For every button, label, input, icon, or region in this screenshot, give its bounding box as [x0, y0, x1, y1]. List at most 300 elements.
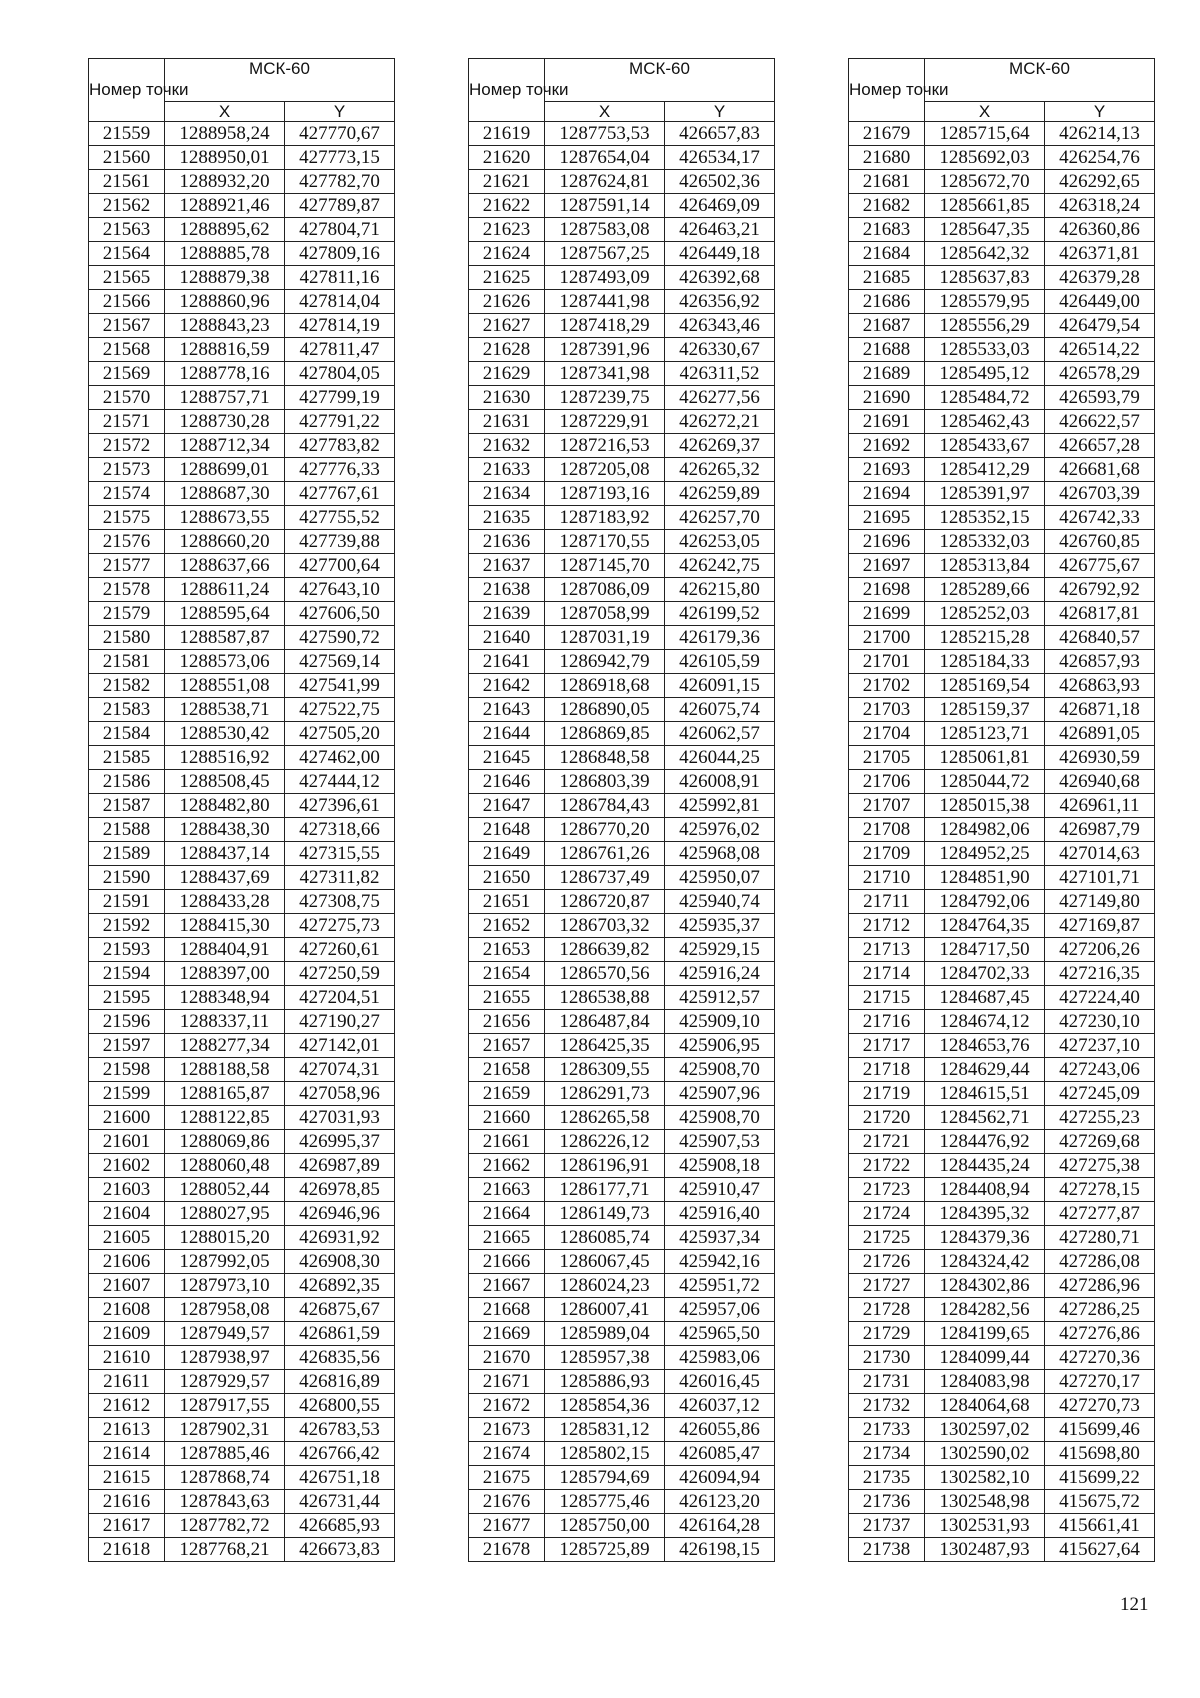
- point-number-cell: 21581: [89, 650, 165, 674]
- x-coordinate-cell: 1284476,92: [925, 1130, 1045, 1154]
- point-number-cell: 21615: [89, 1466, 165, 1490]
- x-coordinate-cell: 1286226,12: [545, 1130, 665, 1154]
- point-number-cell: 21561: [89, 170, 165, 194]
- x-coordinate-cell: 1288699,01: [165, 458, 285, 482]
- y-coordinate-cell: 427755,52: [285, 506, 395, 530]
- table-row: [469, 1442, 775, 1466]
- table-row: [469, 578, 775, 602]
- table-row: [849, 458, 1155, 482]
- x-coordinate-cell: 1286425,35: [545, 1034, 665, 1058]
- y-coordinate-cell: 427255,23: [1045, 1106, 1155, 1130]
- point-number-cell: 21604: [89, 1202, 165, 1226]
- point-number-cell: 21592: [89, 914, 165, 938]
- point-number-cell: 21694: [849, 482, 925, 506]
- x-coordinate-cell: 1302597,02: [925, 1418, 1045, 1442]
- point-number-cell: 21618: [89, 1538, 165, 1562]
- x-coordinate-cell: 1288778,16: [165, 362, 285, 386]
- y-coordinate-cell: 427245,09: [1045, 1082, 1155, 1106]
- table-row: [469, 938, 775, 962]
- point-number-header: Номер точки: [849, 59, 925, 122]
- x-coordinate-cell: 1288027,95: [165, 1202, 285, 1226]
- y-coordinate-cell: 427783,82: [285, 434, 395, 458]
- x-coordinate-cell: 1285854,36: [545, 1394, 665, 1418]
- table-row: [469, 458, 775, 482]
- y-coordinate-cell: 426593,79: [1045, 386, 1155, 410]
- point-number-cell: 21724: [849, 1202, 925, 1226]
- table-row: [849, 1250, 1155, 1274]
- point-number-cell: 21572: [89, 434, 165, 458]
- point-number-cell: 21700: [849, 626, 925, 650]
- point-number-cell: 21717: [849, 1034, 925, 1058]
- table-row: [469, 1370, 775, 1394]
- y-coordinate-cell: 426817,81: [1045, 602, 1155, 626]
- y-coordinate-cell: 427462,00: [285, 746, 395, 770]
- point-number-cell: 21589: [89, 842, 165, 866]
- table-row: [469, 842, 775, 866]
- table-row: [89, 1466, 395, 1490]
- table-row: [469, 1154, 775, 1178]
- x-coordinate-cell: 1287058,99: [545, 602, 665, 626]
- y-coordinate-cell: 415661,41: [1045, 1514, 1155, 1538]
- table-row: [89, 1346, 395, 1370]
- x-coordinate-cell: 1288730,28: [165, 410, 285, 434]
- point-number-cell: 21632: [469, 434, 545, 458]
- y-coordinate-cell: 415698,80: [1045, 1442, 1155, 1466]
- point-number-cell: 21623: [469, 218, 545, 242]
- table-row: [849, 962, 1155, 986]
- coordinates-table: [468, 58, 775, 1562]
- x-coordinate-cell: 1286737,49: [545, 866, 665, 890]
- point-number-cell: 21696: [849, 530, 925, 554]
- table-row: [89, 218, 395, 242]
- x-coordinate-cell: 1287170,55: [545, 530, 665, 554]
- x-coordinate-cell: 1288587,87: [165, 626, 285, 650]
- x-coordinate-cell: 1288895,62: [165, 218, 285, 242]
- table-row: [89, 458, 395, 482]
- x-coordinate-cell: 1286487,84: [545, 1010, 665, 1034]
- table-row: [849, 722, 1155, 746]
- x-coordinate-cell: 1284629,44: [925, 1058, 1045, 1082]
- y-coordinate-cell: 425950,07: [665, 866, 775, 890]
- y-coordinate-cell: 426379,28: [1045, 266, 1155, 290]
- table-row: [469, 626, 775, 650]
- y-coordinate-cell: 425983,06: [665, 1346, 775, 1370]
- table-row: [849, 1442, 1155, 1466]
- y-coordinate-cell: 426449,18: [665, 242, 775, 266]
- y-coordinate-cell: 427269,68: [1045, 1130, 1155, 1154]
- table-row: [89, 626, 395, 650]
- table-row: [849, 1514, 1155, 1538]
- y-coordinate-cell: 426835,56: [285, 1346, 395, 1370]
- y-coordinate-cell: 427814,04: [285, 290, 395, 314]
- point-number-cell: 21702: [849, 674, 925, 698]
- point-number-cell: 21566: [89, 290, 165, 314]
- table-row: [89, 770, 395, 794]
- x-coordinate-cell: 1284435,24: [925, 1154, 1045, 1178]
- point-number-cell: 21634: [469, 482, 545, 506]
- x-coordinate-cell: 1286869,85: [545, 722, 665, 746]
- y-coordinate-cell: 426891,05: [1045, 722, 1155, 746]
- y-coordinate-cell: 427031,93: [285, 1106, 395, 1130]
- point-number-cell: 21685: [849, 266, 925, 290]
- point-number-cell: 21644: [469, 722, 545, 746]
- table-row: [89, 410, 395, 434]
- table-row: [469, 1034, 775, 1058]
- x-coordinate-cell: 1288437,14: [165, 842, 285, 866]
- point-number-cell: 21577: [89, 554, 165, 578]
- y-coordinate-cell: 426371,81: [1045, 242, 1155, 266]
- y-coordinate-cell: 426987,89: [285, 1154, 395, 1178]
- point-number-cell: 21573: [89, 458, 165, 482]
- table-row: [849, 794, 1155, 818]
- point-number-cell: 21563: [89, 218, 165, 242]
- point-number-cell: 21736: [849, 1490, 925, 1514]
- table-row: [89, 674, 395, 698]
- table-row: [849, 1010, 1155, 1034]
- y-coordinate-cell: 426318,24: [1045, 194, 1155, 218]
- y-coordinate-cell: 427276,86: [1045, 1322, 1155, 1346]
- point-number-cell: 21640: [469, 626, 545, 650]
- table-row: [469, 698, 775, 722]
- point-number-cell: 21596: [89, 1010, 165, 1034]
- x-coordinate-cell: 1302548,98: [925, 1490, 1045, 1514]
- x-coordinate-cell: 1288660,20: [165, 530, 285, 554]
- y-coordinate-cell: 426703,39: [1045, 482, 1155, 506]
- x-coordinate-cell: 1288404,91: [165, 938, 285, 962]
- table-row: [849, 1034, 1155, 1058]
- y-coordinate-cell: 426673,83: [285, 1538, 395, 1562]
- point-number-cell: 21610: [89, 1346, 165, 1370]
- x-coordinate-cell: 1285433,67: [925, 434, 1045, 458]
- table-row: [89, 1538, 395, 1562]
- x-coordinate-cell: 1287193,16: [545, 482, 665, 506]
- y-coordinate-cell: 415699,22: [1045, 1466, 1155, 1490]
- x-coordinate-cell: 1288958,24: [165, 122, 285, 146]
- point-number-cell: 21643: [469, 698, 545, 722]
- table-row: [89, 962, 395, 986]
- y-coordinate-cell: 427444,12: [285, 770, 395, 794]
- table-row: [89, 914, 395, 938]
- x-coordinate-cell: 1285289,66: [925, 578, 1045, 602]
- point-number-cell: 21647: [469, 794, 545, 818]
- y-coordinate-cell: 425907,53: [665, 1130, 775, 1154]
- y-coordinate-cell: 426685,93: [285, 1514, 395, 1538]
- y-coordinate-cell: 426311,52: [665, 362, 775, 386]
- y-coordinate-cell: 426091,15: [665, 674, 775, 698]
- table-row: [89, 482, 395, 506]
- y-coordinate-cell: 427286,25: [1045, 1298, 1155, 1322]
- table-row: [849, 602, 1155, 626]
- point-number-cell: 21707: [849, 794, 925, 818]
- y-coordinate-cell: 427590,72: [285, 626, 395, 650]
- x-coordinate-cell: 1288687,30: [165, 482, 285, 506]
- y-coordinate-cell: 425929,15: [665, 938, 775, 962]
- y-coordinate-cell: 427809,16: [285, 242, 395, 266]
- table-row: [469, 1418, 775, 1442]
- table-row: [849, 1154, 1155, 1178]
- point-number-cell: 21597: [89, 1034, 165, 1058]
- point-number-cell: 21560: [89, 146, 165, 170]
- point-number-cell: 21683: [849, 218, 925, 242]
- x-coordinate-cell: 1287567,25: [545, 242, 665, 266]
- y-coordinate-cell: 427224,40: [1045, 986, 1155, 1010]
- y-coordinate-cell: 427204,51: [285, 986, 395, 1010]
- table-row: [849, 1418, 1155, 1442]
- x-coordinate-cell: 1284702,33: [925, 962, 1045, 986]
- y-coordinate-cell: 427773,15: [285, 146, 395, 170]
- y-coordinate-cell: 427767,61: [285, 482, 395, 506]
- table-row: [849, 1226, 1155, 1250]
- point-number-cell: 21670: [469, 1346, 545, 1370]
- x-coordinate-cell: 1288879,38: [165, 266, 285, 290]
- x-coordinate-cell: 1285462,43: [925, 410, 1045, 434]
- x-coordinate-cell: 1286196,91: [545, 1154, 665, 1178]
- table-row: [89, 338, 395, 362]
- y-coordinate-cell: 426356,92: [665, 290, 775, 314]
- point-number-cell: 21583: [89, 698, 165, 722]
- y-coordinate-cell: 426254,76: [1045, 146, 1155, 170]
- point-number-cell: 21650: [469, 866, 545, 890]
- point-number-cell: 21622: [469, 194, 545, 218]
- y-coordinate-cell: 426164,28: [665, 1514, 775, 1538]
- point-number-cell: 21591: [89, 890, 165, 914]
- point-number-cell: 21587: [89, 794, 165, 818]
- y-coordinate-cell: 426257,70: [665, 506, 775, 530]
- point-number-cell: 21662: [469, 1154, 545, 1178]
- x-coordinate-cell: 1288843,23: [165, 314, 285, 338]
- x-coordinate-cell: 1285123,71: [925, 722, 1045, 746]
- x-header: X: [165, 102, 285, 122]
- table-row: [469, 386, 775, 410]
- x-coordinate-cell: 1302487,93: [925, 1538, 1045, 1562]
- x-coordinate-cell: 1288508,45: [165, 770, 285, 794]
- table-row: [469, 194, 775, 218]
- table-row: [469, 218, 775, 242]
- x-coordinate-cell: 1288573,06: [165, 650, 285, 674]
- y-coordinate-cell: 426863,93: [1045, 674, 1155, 698]
- y-coordinate-cell: 427101,71: [1045, 866, 1155, 890]
- point-number-cell: 21728: [849, 1298, 925, 1322]
- x-coordinate-cell: 1288516,92: [165, 746, 285, 770]
- table-row: [89, 1250, 395, 1274]
- y-coordinate-cell: 427275,38: [1045, 1154, 1155, 1178]
- y-coordinate-cell: 425935,37: [665, 914, 775, 938]
- point-number-cell: 21636: [469, 530, 545, 554]
- point-number-cell: 21732: [849, 1394, 925, 1418]
- x-coordinate-cell: 1284687,45: [925, 986, 1045, 1010]
- point-number-cell: 21698: [849, 578, 925, 602]
- table-row: [89, 362, 395, 386]
- table-row: [849, 410, 1155, 434]
- table-row: [89, 1058, 395, 1082]
- table-row: [89, 1442, 395, 1466]
- table-row: [89, 554, 395, 578]
- x-coordinate-cell: 1287624,81: [545, 170, 665, 194]
- x-coordinate-cell: 1287441,98: [545, 290, 665, 314]
- x-coordinate-cell: 1288122,85: [165, 1106, 285, 1130]
- point-number-cell: 21714: [849, 962, 925, 986]
- table-row: [89, 170, 395, 194]
- table-row: [849, 938, 1155, 962]
- point-number-cell: 21701: [849, 650, 925, 674]
- x-coordinate-cell: 1287145,70: [545, 554, 665, 578]
- table-row: [89, 266, 395, 290]
- table-row: [469, 1010, 775, 1034]
- table-row: [89, 938, 395, 962]
- point-number-cell: 21626: [469, 290, 545, 314]
- table-row: [469, 866, 775, 890]
- point-number-header: Номер точки: [89, 59, 165, 122]
- point-number-cell: 21590: [89, 866, 165, 890]
- y-coordinate-cell: 427569,14: [285, 650, 395, 674]
- point-number-cell: 21614: [89, 1442, 165, 1466]
- y-coordinate-cell: 426259,89: [665, 482, 775, 506]
- table-row: [849, 866, 1155, 890]
- y-coordinate-cell: 425908,70: [665, 1058, 775, 1082]
- table-row: [849, 1298, 1155, 1322]
- point-number-cell: 21721: [849, 1130, 925, 1154]
- point-number-cell: 21584: [89, 722, 165, 746]
- table-row: [469, 746, 775, 770]
- point-number-cell: 21603: [89, 1178, 165, 1202]
- table-row: [89, 794, 395, 818]
- table-row: [849, 362, 1155, 386]
- point-number-cell: 21719: [849, 1082, 925, 1106]
- x-coordinate-cell: 1285044,72: [925, 770, 1045, 794]
- y-coordinate-cell: 426792,92: [1045, 578, 1155, 602]
- y-coordinate-cell: 425916,24: [665, 962, 775, 986]
- table-row: [89, 722, 395, 746]
- table-row: [469, 1130, 775, 1154]
- table-row: [849, 338, 1155, 362]
- y-coordinate-cell: 426766,42: [285, 1442, 395, 1466]
- table-row: [89, 1130, 395, 1154]
- x-coordinate-cell: 1285794,69: [545, 1466, 665, 1490]
- point-number-cell: 21653: [469, 938, 545, 962]
- y-coordinate-cell: 426044,25: [665, 746, 775, 770]
- y-coordinate-cell: 426094,94: [665, 1466, 775, 1490]
- y-header: Y: [665, 102, 775, 122]
- y-coordinate-cell: 426037,12: [665, 1394, 775, 1418]
- table-row: [469, 818, 775, 842]
- x-coordinate-cell: 1284764,35: [925, 914, 1045, 938]
- table-row: [849, 1178, 1155, 1202]
- y-coordinate-cell: 425907,96: [665, 1082, 775, 1106]
- table-row: [849, 146, 1155, 170]
- table-row: [469, 290, 775, 314]
- coordinate-system-header: МСК-60: [165, 59, 395, 102]
- table-row: [89, 746, 395, 770]
- point-number-cell: 21658: [469, 1058, 545, 1082]
- point-number-cell: 21616: [89, 1490, 165, 1514]
- table-row: [849, 842, 1155, 866]
- y-coordinate-cell: 426272,21: [665, 410, 775, 434]
- table-row: [89, 434, 395, 458]
- x-coordinate-cell: 1286570,56: [545, 962, 665, 986]
- y-coordinate-cell: 426214,13: [1045, 122, 1155, 146]
- y-coordinate-cell: 427216,35: [1045, 962, 1155, 986]
- point-number-cell: 21710: [849, 866, 925, 890]
- point-number-cell: 21686: [849, 290, 925, 314]
- table-row: [469, 554, 775, 578]
- point-number-cell: 21588: [89, 818, 165, 842]
- point-number-cell: 21681: [849, 170, 925, 194]
- point-number-cell: 21642: [469, 674, 545, 698]
- x-coordinate-cell: 1286024,23: [545, 1274, 665, 1298]
- point-number-cell: 21692: [849, 434, 925, 458]
- x-coordinate-cell: 1288482,80: [165, 794, 285, 818]
- y-coordinate-cell: 415675,72: [1045, 1490, 1155, 1514]
- y-coordinate-cell: 427014,63: [1045, 842, 1155, 866]
- x-coordinate-cell: 1286890,05: [545, 698, 665, 722]
- x-coordinate-cell: 1287958,08: [165, 1298, 285, 1322]
- point-number-cell: 21638: [469, 578, 545, 602]
- point-number-cell: 21690: [849, 386, 925, 410]
- table-row: [849, 122, 1155, 146]
- point-number-cell: 21672: [469, 1394, 545, 1418]
- y-coordinate-cell: 426816,89: [285, 1370, 395, 1394]
- y-coordinate-cell: 425937,34: [665, 1226, 775, 1250]
- coordinates-table: [88, 58, 395, 1562]
- point-number-cell: 21620: [469, 146, 545, 170]
- point-number-cell: 21669: [469, 1322, 545, 1346]
- y-coordinate-cell: 426534,17: [665, 146, 775, 170]
- table-row: [849, 674, 1155, 698]
- y-coordinate-cell: 427286,96: [1045, 1274, 1155, 1298]
- y-coordinate-cell: 426055,86: [665, 1418, 775, 1442]
- point-number-cell: 21601: [89, 1130, 165, 1154]
- x-coordinate-cell: 1288950,01: [165, 146, 285, 170]
- point-number-cell: 21673: [469, 1418, 545, 1442]
- point-number-cell: 21715: [849, 986, 925, 1010]
- point-number-cell: 21605: [89, 1226, 165, 1250]
- x-coordinate-cell: 1284562,71: [925, 1106, 1045, 1130]
- point-number-cell: 21722: [849, 1154, 925, 1178]
- x-coordinate-cell: 1288415,30: [165, 914, 285, 938]
- y-coordinate-cell: 427315,55: [285, 842, 395, 866]
- table-row: [849, 290, 1155, 314]
- y-coordinate-cell: 415699,46: [1045, 1418, 1155, 1442]
- table-row: [469, 1466, 775, 1490]
- x-coordinate-cell: 1288277,34: [165, 1034, 285, 1058]
- y-coordinate-cell: 426861,59: [285, 1322, 395, 1346]
- x-coordinate-cell: 1286942,79: [545, 650, 665, 674]
- point-number-cell: 21718: [849, 1058, 925, 1082]
- point-number-cell: 21629: [469, 362, 545, 386]
- table-row: [849, 506, 1155, 530]
- y-coordinate-cell: 426265,32: [665, 458, 775, 482]
- x-coordinate-cell: 1288069,86: [165, 1130, 285, 1154]
- y-coordinate-cell: 426269,37: [665, 434, 775, 458]
- table-row: [469, 1298, 775, 1322]
- table-row: [469, 1490, 775, 1514]
- x-coordinate-cell: 1302590,02: [925, 1442, 1045, 1466]
- x-coordinate-cell: 1288551,08: [165, 674, 285, 698]
- x-coordinate-cell: 1288757,71: [165, 386, 285, 410]
- point-number-cell: 21678: [469, 1538, 545, 1562]
- y-coordinate-cell: 427270,17: [1045, 1370, 1155, 1394]
- x-coordinate-cell: 1285692,03: [925, 146, 1045, 170]
- y-coordinate-cell: 427280,71: [1045, 1226, 1155, 1250]
- y-coordinate-cell: 426215,80: [665, 578, 775, 602]
- x-coordinate-cell: 1287583,08: [545, 218, 665, 242]
- point-number-cell: 21708: [849, 818, 925, 842]
- table-row: [469, 146, 775, 170]
- x-coordinate-cell: 1287938,97: [165, 1346, 285, 1370]
- y-coordinate-cell: 426469,09: [665, 194, 775, 218]
- x-coordinate-cell: 1284792,06: [925, 890, 1045, 914]
- table-row: [849, 1346, 1155, 1370]
